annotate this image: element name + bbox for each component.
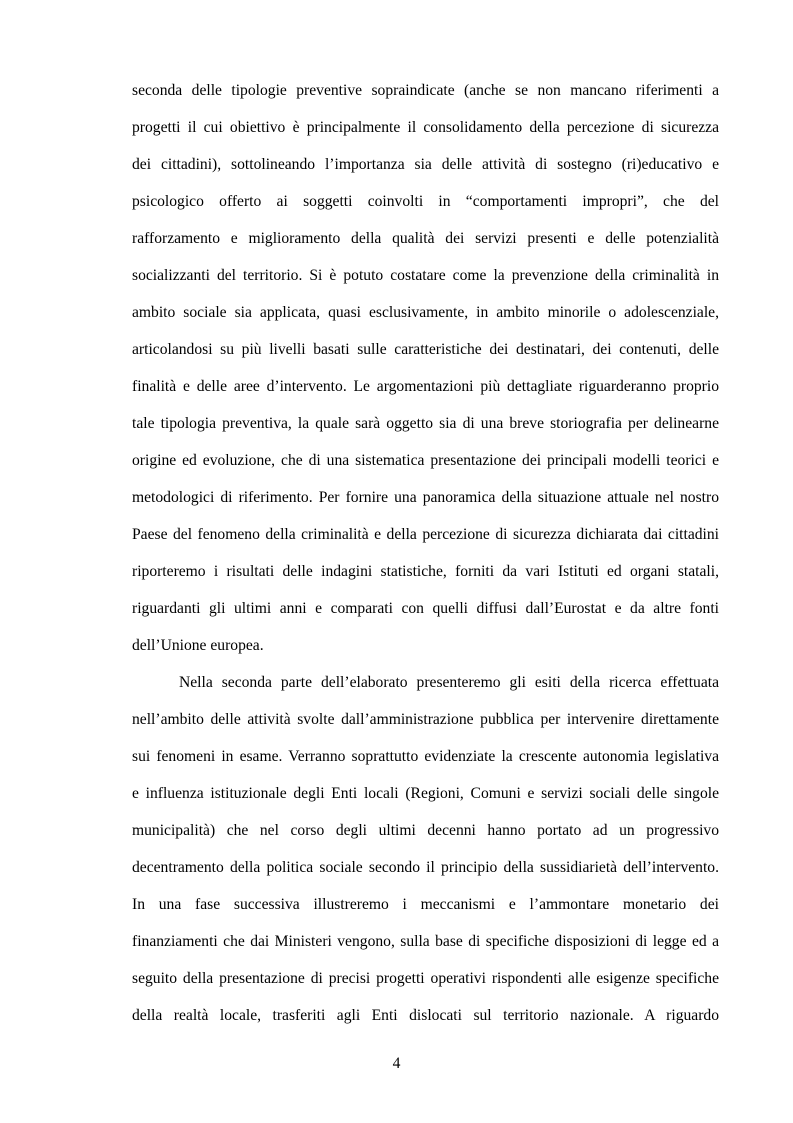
text-line: e influenza istituzionale degli Enti locali (Regioni, Comuni e servizi sociali delle singole [132, 785, 719, 802]
text-line: municipalità) che nel corso degli ultimi decenni hanno portato ad un progressivo [132, 822, 719, 839]
text-line: dell’Unione europea. [132, 637, 264, 654]
text-line: riguardanti gli ultimi anni e comparati con quelli diffusi dall’Eurostat e da altre fonti [132, 600, 719, 617]
text-line: riporteremo i risultati delle indagini statistiche, forniti da vari Istituti ed organi statali, [132, 563, 719, 580]
text-line: Paese del fenomeno della criminalità e della percezione di sicurezza dichiarata dai cittadini [132, 526, 719, 543]
text-line: articolandosi su più livelli basati sulle caratteristiche dei destinatari, dei contenuti, delle [132, 341, 719, 358]
text-line: metodologici di riferimento. Per fornire una panoramica della situazione attuale nel nostro [132, 489, 719, 506]
text-line: psicologico offerto ai soggetti coinvolti in “comportamenti impropri”, che del [132, 193, 719, 210]
text-line: origine ed evoluzione, che di una sistematica presentazione dei principali modelli teorici e [132, 452, 719, 469]
paragraph [132, 664, 719, 1034]
text-line: In una fase successiva illustreremo i meccanismi e l’ammontare monetario dei [132, 896, 719, 913]
text-line: tale tipologia preventiva, la quale sarà oggetto sia di una breve storiografia per delinearne [132, 415, 719, 432]
text-line: decentramento della politica sociale secondo il principio della sussidiarietà dell’intervento. [132, 859, 719, 876]
text-line: finanziamenti che dai Ministeri vengono, sulla base di specifiche disposizioni di legge ed a [132, 933, 719, 950]
document-body [132, 72, 719, 1034]
text-line: rafforzamento e miglioramento della qualità dei servizi presenti e delle potenzialità [132, 230, 719, 247]
text-line: progetti il cui obiettivo è principalmente il consolidamento della percezione di sicurezza [132, 119, 719, 136]
text-line: Nella seconda parte dell’elaborato presenteremo gli esiti della ricerca effettuata [179, 674, 719, 691]
text-line: della realtà locale, trasferiti agli Enti dislocati sul territorio nazionale. A riguardo [132, 1007, 719, 1024]
text-line: finalità e delle aree d’intervento. Le argomentazioni più dettagliate riguarderanno proprio [132, 378, 719, 395]
text-line: ambito sociale sia applicata, quasi esclusivamente, in ambito minorile o adolescenziale, [132, 304, 719, 321]
text-line: seguito della presentazione di precisi progetti operativi rispondenti alle esigenze specifiche [132, 970, 719, 987]
paragraph [132, 72, 719, 664]
text-line: dei cittadini), sottolineando l’importanza sia delle attività di sostegno (ri)educativo e [132, 156, 719, 173]
text-line: socializzanti del territorio. Si è potuto costatare come la prevenzione della criminalità in [132, 267, 719, 284]
text-line: nell’ambito delle attività svolte dall’amministrazione pubblica per intervenire direttamente [132, 711, 719, 728]
text-line: sui fenomeni in esame. Verranno soprattutto evidenziate la crescente autonomia legislativa [132, 748, 719, 765]
text-line: seconda delle tipologie preventive sopraindicate (anche se non mancano riferimenti a [132, 82, 719, 99]
page-number: 4 [392, 1055, 401, 1072]
